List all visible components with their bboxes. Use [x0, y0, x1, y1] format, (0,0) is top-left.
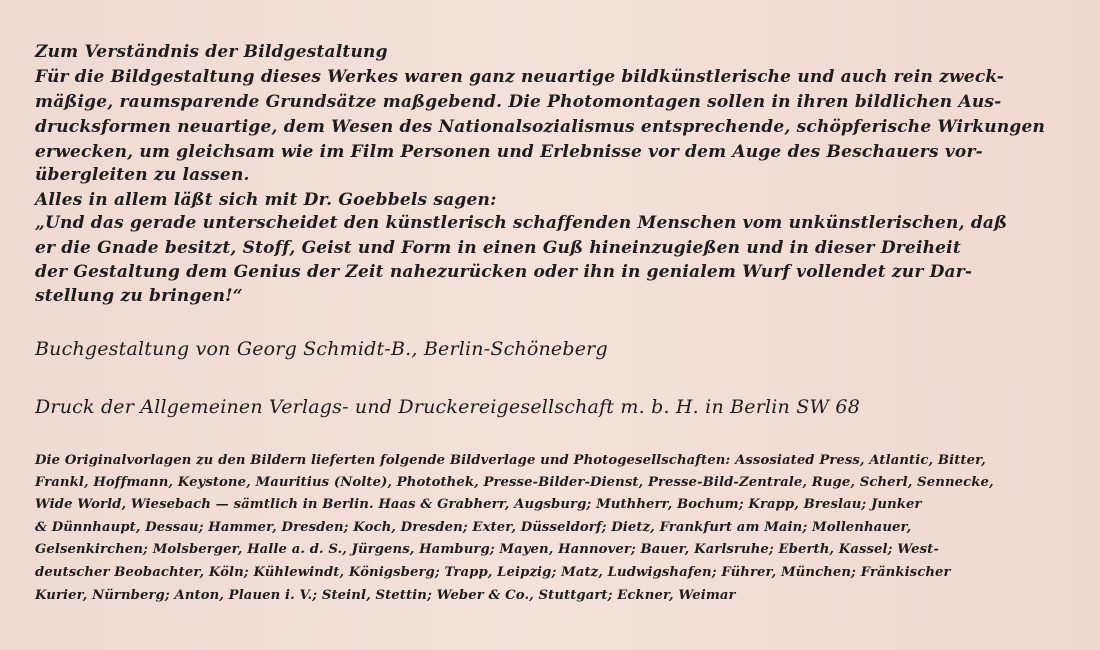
- book-design-credit: Buchgestaltung von Georg Schmidt-B., Berlin-Schöneberg: [35, 338, 608, 360]
- paragraph-2-line-2: „Und das gerade unterscheidet den künstlerisch schaffenden Menschen vom unkünstlerischen, daß: [35, 213, 1008, 233]
- image-credits-line-7: Kurier, Nürnberg; Anton, Plauen i. V.; Steinl, Stettin; Weber & Co., Stuttgart; Eckner, Weimar: [35, 588, 736, 603]
- paragraph-2-line-5: stellung zu bringen!“: [35, 286, 243, 306]
- section-heading: Zum Verständnis der Bildgestaltung: [35, 42, 388, 62]
- image-credits-line-4: & Dünnhaupt, Dessau; Hammer, Dresden; Koch, Dresden; Exter, Düsseldorf; Dietz, Frankfurt am Main; Mollenhauer,: [35, 520, 912, 535]
- paragraph-1-line-1: Für die Bildgestaltung dieses Werkes waren ganz neuartige bildkünstlerische und auch rein zweck-: [35, 67, 1004, 87]
- image-credits-line-1: Die Originalvorlagen zu den Bildern lieferten folgende Bildverlage und Photogesellschaften: Assosiated Press, Atlantic, Bitter,: [35, 453, 986, 468]
- paragraph-1-line-3: drucksformen neuartige, dem Wesen des Nationalsozialismus entsprechende, schöpferische Wirkungen: [35, 117, 1046, 137]
- paragraph-2-line-4: der Gestaltung dem Genius der Zeit nahezurücken oder ihn in genialem Wurf vollendet zur Dar-: [35, 262, 973, 282]
- paragraph-1-line-2: mäßige, raumsparende Grundsätze maßgebend. Die Photomontagen sollen in ihren bildlichen Aus-: [35, 92, 1002, 112]
- image-credits-line-2: Frankl, Hoffmann, Keystone, Mauritius (Nolte), Photothek, Presse-Bilder-Dienst, Presse-Bild-Zentrale, Ruge, Scherl, Sennecke,: [35, 475, 994, 490]
- printing-credit: Druck der Allgemeinen Verlags- und Druckereigesellschaft m. b. H. in Berlin SW 68: [35, 396, 860, 418]
- paragraph-1-line-4: erwecken, um gleichsam wie im Film Personen und Erlebnisse vor dem Auge des Beschauers vor-: [35, 142, 983, 162]
- paragraph-2-line-3: er die Gnade besitzt, Stoff, Geist und Form in einen Guß hineinzugießen und in dieser Dreiheit: [35, 238, 961, 258]
- image-credits-line-3: Wide World, Wiesebach — sämtlich in Berlin. Haas & Grabherr, Augsburg; Muthherr, Bochum; Krapp, Breslau; Junker: [35, 497, 922, 512]
- paragraph-1-line-5: übergleiten zu lassen.: [35, 165, 250, 185]
- image-credits-line-6: deutscher Beobachter, Köln; Kühlewindt, Königsberg; Trapp, Leipzig; Matz, Ludwigshafen; Führer, München; Fränkischer: [35, 565, 951, 580]
- image-credits-line-5: Gelsenkirchen; Molsberger, Halle a. d. S., Jürgens, Hamburg; Mayen, Hannover; Bauer, Karlsruhe; Eberth, Kassel; West-: [35, 542, 939, 557]
- paragraph-2-line-1: Alles in allem läßt sich mit Dr. Goebbels sagen:: [35, 190, 497, 210]
